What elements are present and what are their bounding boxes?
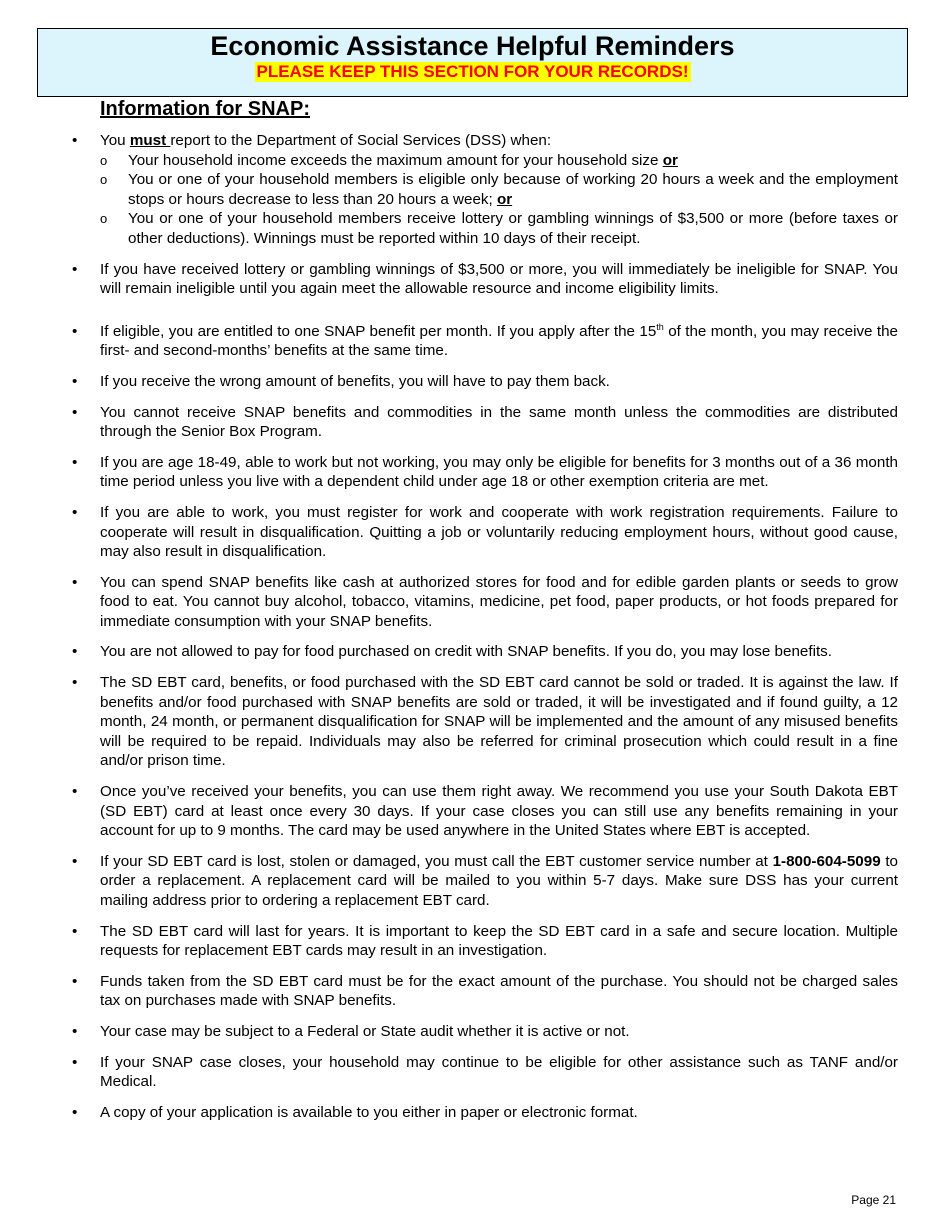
bullet-exact-amount: • Funds taken from the SD EBT card must be for the exact amount of the purchase. You should not be charged sales tax on purchases made with SNAP benefits. — [72, 972, 898, 1010]
bullet-icon: • — [72, 643, 78, 661]
bullet-icon: • — [72, 922, 78, 940]
bullet-list — [72, 131, 898, 1122]
bullet-wrong-amount: • If you receive the wrong amount of benefits, you will have to pay them back. — [72, 372, 610, 390]
circle-bullet-icon: o — [100, 211, 108, 227]
bullet-spending: • You can spend SNAP benefits like cash at authorized stores for food and for edible garden plants or seeds to grow food to eat. You cannot buy alcohol, tobacco, vitamins, medicine, pet food, paper products, or hot foods prepared for immediate consumption with your SNAP benefits. — [72, 573, 898, 630]
header-box — [37, 28, 908, 97]
bullet-commodities: • You cannot receive SNAP benefits and commodities in the same month unless the commodities are distributed through the Senior Box Program. — [72, 403, 898, 441]
must-emphasis: must — [129, 132, 171, 149]
bullet-age-limit: • If you are age 18-49, able to work but not working, you may only be eligible for benefits for 3 months out of a 36 month time period unless you live with a dependent child under age 18 or other exemption criteria are met. — [72, 453, 898, 491]
bullet-icon: • — [72, 1103, 78, 1121]
section-heading: Information for SNAP: — [100, 98, 310, 120]
or-emphasis: or — [662, 151, 678, 169]
bullet-icon: • — [72, 132, 78, 149]
sub-item-employment: o You or one of your household members is eligible only because of working 20 hours a week and the employment stops or hours decrease to less than 20 hours a week; or — [100, 171, 898, 208]
bullet-icon: • — [72, 852, 78, 870]
bullet-icon: • — [72, 1022, 78, 1040]
bullet-icon: • — [72, 573, 78, 591]
sub-item-winnings: o You or one of your household members receive lottery or gambling winnings of $3,500 or more (before taxes or other deductions). Winnings must be reported within 10 days of their receipt. — [100, 210, 898, 247]
bullet-winnings-ineligible: • If you have received lottery or gambling winnings of $3,500 or more, you will immediately be ineligible for SNAP. You will remain ineligible until you again meet the allowable resource and income eligibility limits. — [72, 260, 898, 298]
circle-bullet-icon: o — [100, 152, 108, 168]
bullet-icon: • — [72, 453, 78, 471]
bullet-card-lifetime: • The SD EBT card will last for years. It is important to keep the SD EBT card in a safe and secure location. Multiple requests for replacement EBT cards may result in an investigation. — [72, 922, 898, 960]
bullet-trafficking: • The SD EBT card, benefits, or food purchased with the SD EBT card cannot be sold or traded. It is against the law. If benefits and/or food purchased with SNAP benefits are sold or traded, it will be investigated and if found guilty, a 12 month, 24 month, or permanent disqualification for SNAP will be implemented and the amount of any misused benefits will be required to be repaid. Individuals may also be referred for criminal prosecution which could result in a fine and/or prison time. — [72, 674, 898, 770]
bullet-icon: • — [72, 322, 78, 340]
customer-service-phone: 1-800-604-5099 — [772, 852, 881, 870]
circle-bullet-icon: o — [100, 172, 108, 188]
page-number: Page 21 — [851, 1193, 896, 1207]
sub-item-income: o Your household income exceeds the maximum amount for your household size or — [100, 151, 678, 169]
bullet-one-benefit: • If eligible, you are entitled to one SNAP benefit per month. If you apply after the 15th of the month, you may receive the first- and second-months’ benefits at the same time. — [72, 321, 898, 360]
bullet-audit: • Your case may be subject to a Federal or State audit whether it is active or not. — [72, 1022, 630, 1040]
bullet-application-copy: • A copy of your application is available to you either in paper or electronic format. — [72, 1103, 638, 1121]
bullet-icon: • — [72, 674, 78, 692]
bullet-icon: • — [72, 783, 78, 801]
bullet-report-requirements: • You must report to the Department of Social Services (DSS) when: — [72, 132, 552, 149]
bullet-icon: • — [72, 372, 78, 390]
bullet-icon: • — [72, 403, 78, 421]
bullet-icon: • — [72, 503, 78, 521]
bullet-icon: • — [72, 260, 78, 278]
bullet-icon: • — [72, 1053, 78, 1071]
page-title: Economic Assistance Helpful Reminders — [210, 31, 735, 61]
bullet-credit: • You are not allowed to pay for food purchased on credit with SNAP benefits. If you do, you may lose benefits. — [72, 643, 832, 661]
records-notice: PLEASE KEEP THIS SECTION FOR YOUR RECORDS! — [256, 62, 689, 81]
bullet-use-benefits: • Once you’ve received your benefits, you can use them right away. We recommend you use your South Dakota EBT (SD EBT) card at least once every 30 days. If your case closes you can still use any benefits remaining in your account for up to 9 months. The card may be used anywhere in the United States where EBT is accepted. — [72, 783, 898, 840]
bullet-work-registration: • If you are able to work, you must register for work and cooperate with work registration requirements. Failure to cooperate will result in disqualification. Quitting a job or voluntarily reducing employment hours, without good cause, may also result in disqualification. — [72, 503, 898, 561]
bullet-icon: • — [72, 972, 78, 990]
or-emphasis: or — [496, 190, 513, 208]
bullet-other-assistance: • If your SNAP case closes, your household may continue to be eligible for other assistance such as TANF and/or Medical. — [72, 1053, 898, 1091]
bullet-lost-card: • If your SD EBT card is lost, stolen or damaged, you must call the EBT customer service number at 1-800-604-5099 to order a replacement. A replacement card will be mailed to you within 5-7 days. Make sure DSS has your current mailing address prior to ordering a replacement EBT card. — [72, 852, 899, 909]
